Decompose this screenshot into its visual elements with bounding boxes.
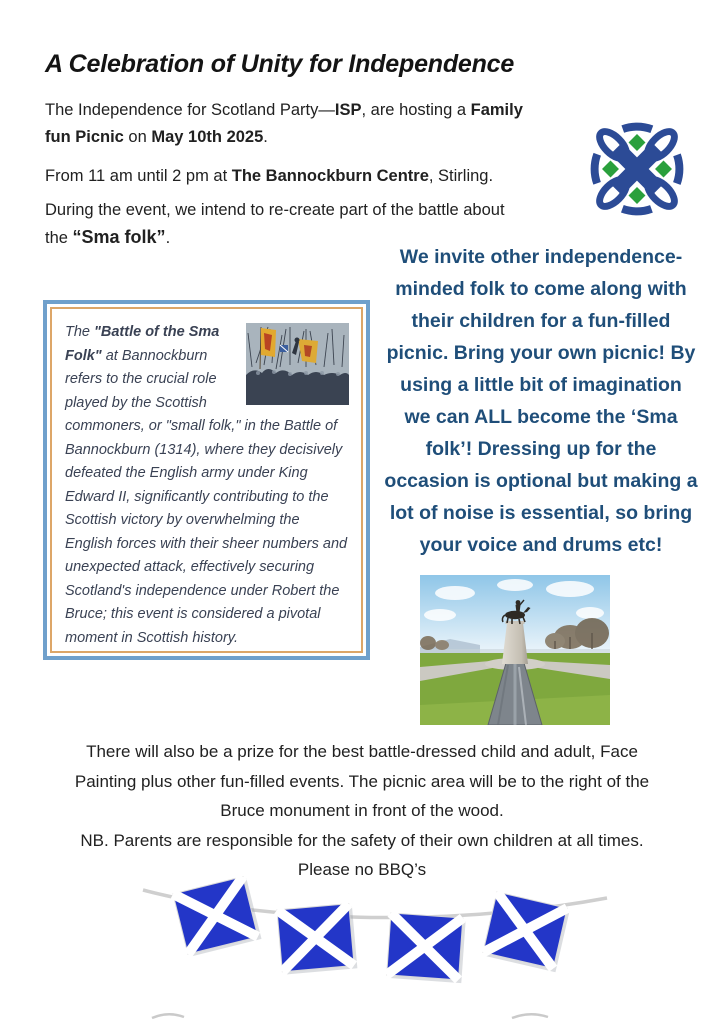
intro-line-1: The Independence for Scotland Party—ISP, are hosting a Family — [45, 101, 523, 119]
invite-line: using a little bit of imagination — [400, 374, 682, 396]
invite-line: occasion is optional but making a — [384, 470, 698, 492]
intro-line-4: During the event, we intend to re-create part of the battle about — [45, 201, 505, 219]
footer-text — [0, 737, 724, 885]
partial-bunting-string — [0, 1006, 724, 1024]
intro-line-3: From 11 am until 2 pm at The Bannockburn Centre, Stirling. — [45, 167, 494, 185]
invite-line: minded folk to come along with — [395, 278, 687, 300]
history-box-text: The "Battle of the Sma Folk" at Bannockburn refers to the crucial role played by the Scottish commoners, or "small folk," in the Battle of Bannockburn (1314), where they decisively defeated the English army under King Edward II, significantly contributing to the Scottish victory by overwhelming the English forces with their sheer numbers and unexpected attack, effectively securing Scotland's independence under Robert the Bruce; this event is considered a pivotal moment in Scottish history. — [50, 307, 363, 653]
footer-line: NB. Parents are responsible for the safety of their own children at all times. — [80, 830, 644, 850]
invite-paragraph — [361, 241, 721, 561]
intro-line-5: the “Sma folk”. — [45, 227, 171, 247]
saltire-bunting-image — [115, 876, 615, 998]
invite-line: lot of noise is essential, so bring — [389, 502, 693, 524]
footer-line: Please no BBQ’s — [297, 860, 427, 879]
footer-line: There will also be a prize for the best battle-dressed child and adult, Face — [86, 742, 638, 761]
invite-line: picnic. Bring your own picnic! By — [386, 342, 696, 364]
page-title: A Celebration of Unity for Independence — [45, 50, 515, 78]
invite-line: their children for a fun-filled — [411, 310, 671, 332]
history-box — [43, 300, 370, 660]
invite-line: your voice and drums etc! — [419, 534, 663, 556]
invite-line: We invite other independence- — [399, 246, 683, 268]
battle-image — [246, 323, 349, 405]
invite-line: folk’! Dressing up for the — [425, 438, 657, 460]
isp-logo-icon — [584, 114, 690, 224]
intro-line-2: fun Picnic on May 10th 2025. — [45, 128, 268, 146]
invite-line: we can ALL become the ‘Sma — [404, 406, 678, 428]
monument-image — [420, 575, 610, 725]
footer-line: Painting plus other fun-filled events. The picnic area will be to the right of the — [74, 771, 650, 791]
footer-line: Bruce monument in front of the wood. — [220, 801, 504, 820]
